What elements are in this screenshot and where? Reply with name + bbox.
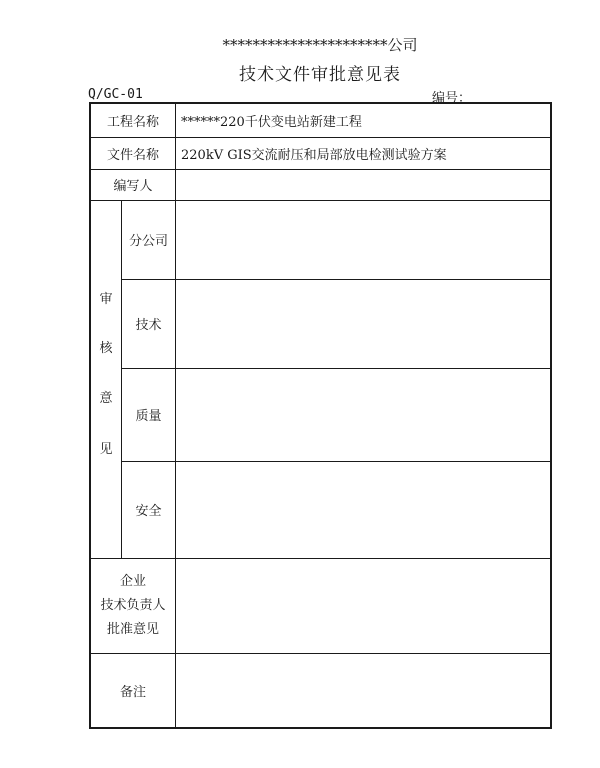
file-name-label: 文件名称 [106, 147, 159, 163]
approval-label-line: 企业 [119, 573, 146, 589]
company-name: **********************公司 [222, 36, 418, 54]
form-title: 技术文件审批意见表 [239, 65, 401, 85]
review-technical-label: 技术 [135, 318, 162, 333]
review-quality-label: 质量 [135, 409, 162, 424]
project-name-value[interactable]: ******220千伏变电站新建工程 [181, 115, 362, 130]
project-name-label: 工程名称 [106, 115, 159, 130]
form-code: Q/GC-01 [88, 87, 143, 102]
author-value[interactable] [181, 169, 546, 200]
review-safety-value[interactable] [181, 461, 546, 558]
approval-label-line: 技术负责人 [100, 597, 166, 613]
file-name-value[interactable]: 220kV GIS交流耐压和局部放电检测试验方案 [181, 147, 447, 163]
review-group-char: 意 [99, 391, 113, 406]
author-label: 编写人 [113, 179, 153, 194]
review-branch-value[interactable] [181, 200, 546, 279]
approval-label [91, 558, 175, 653]
serial-number-label: 编号： [432, 91, 472, 106]
remarks-value[interactable] [181, 653, 546, 727]
review-group-char: 审 [99, 292, 113, 307]
approval-label-line: 批准意见 [106, 621, 159, 637]
review-quality-value[interactable] [181, 368, 546, 461]
review-group-char: 见 [99, 442, 113, 457]
approval-value[interactable] [181, 558, 546, 653]
review-safety-label: 安全 [135, 504, 162, 519]
approval-form-table [89, 102, 552, 729]
review-branch-label: 分公司 [128, 234, 168, 249]
column-divider [175, 104, 176, 727]
remarks-label: 备注 [119, 684, 146, 700]
review-group-char: 核 [99, 341, 113, 356]
review-technical-value[interactable] [181, 279, 546, 368]
